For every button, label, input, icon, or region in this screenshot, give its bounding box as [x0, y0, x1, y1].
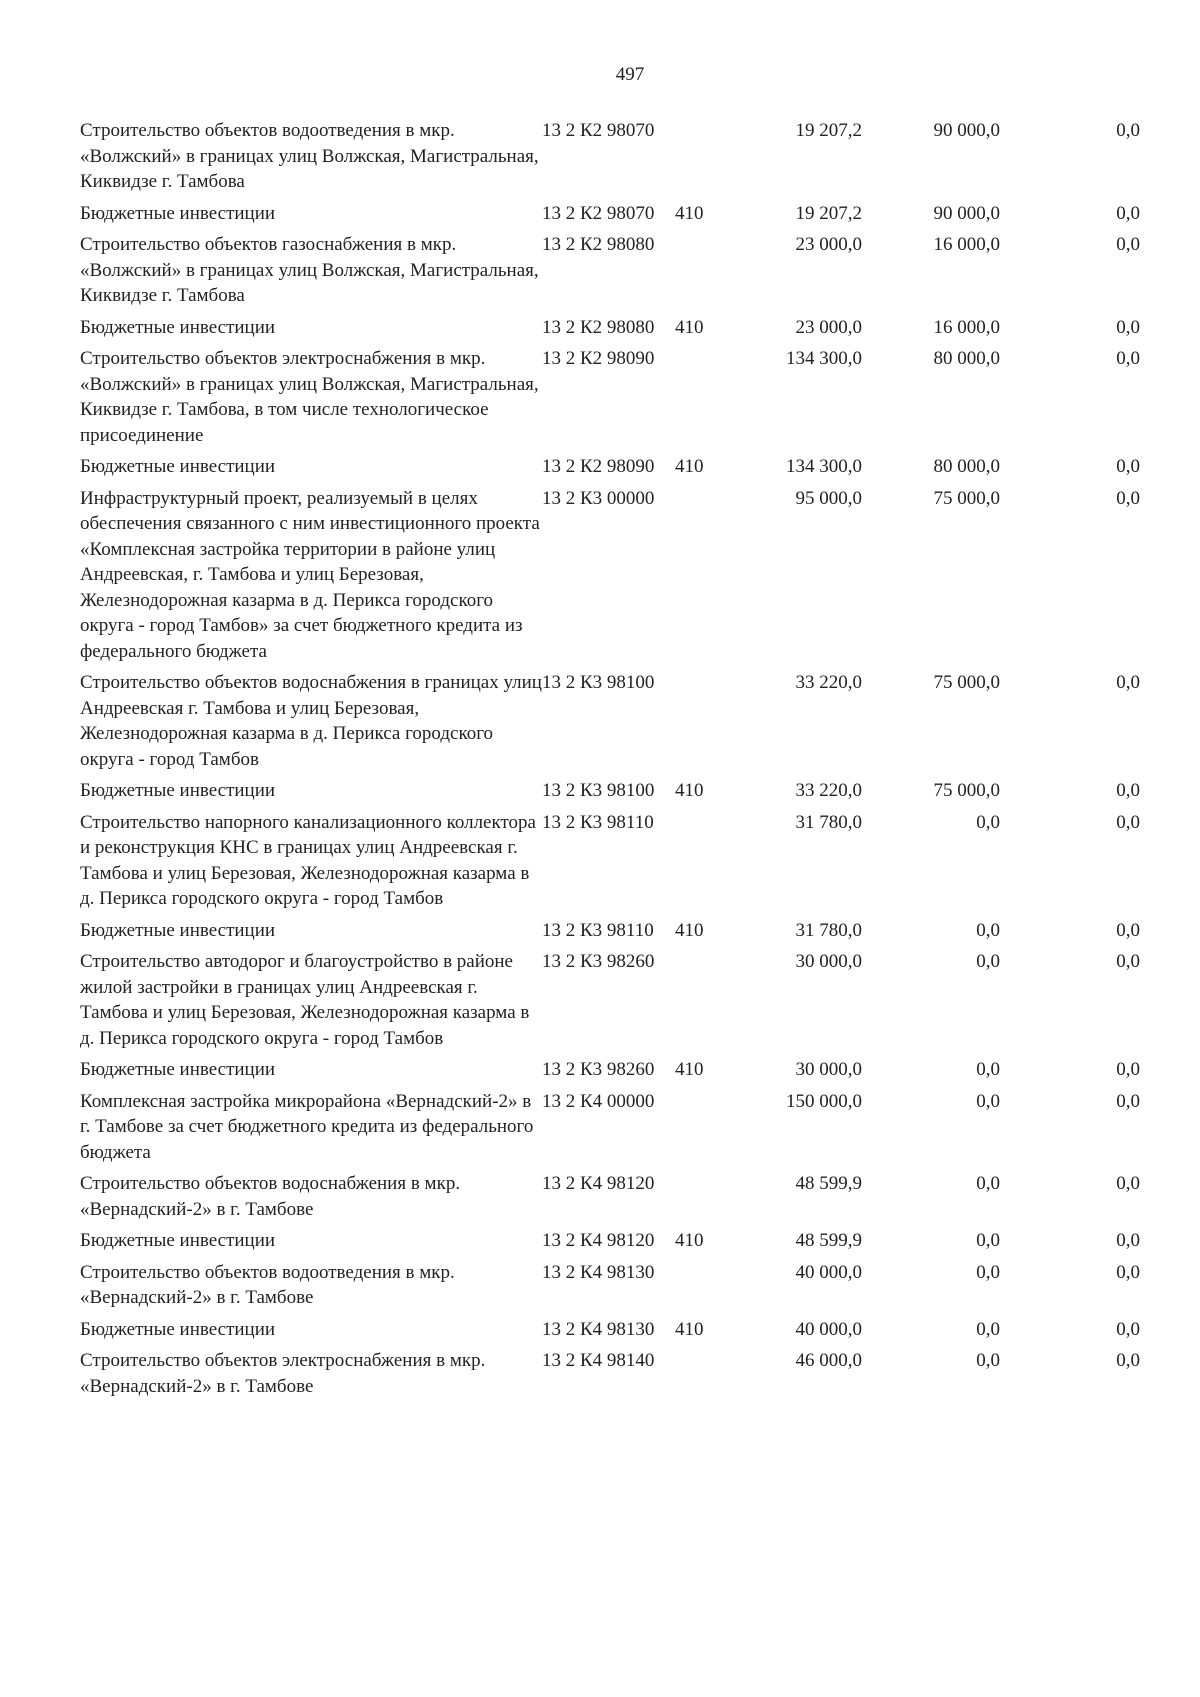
row-code: 13 2 К3 98110 — [542, 919, 654, 941]
row-code: 13 2 К2 98070 — [542, 120, 655, 141]
row-code: 13 2 К4 98130 — [542, 1261, 655, 1283]
row-name: Строительство объектов водоснабжения в мкр. «Вернадский-2» в г. Тамбове — [80, 1173, 461, 1220]
table-row — [80, 918, 1140, 950]
row-amount-2: 75 000,0 — [933, 672, 1000, 693]
row-amount-3: 0,0 — [1116, 951, 1140, 972]
row-amount-2: 75 000,0 — [933, 780, 1000, 801]
row-name: Бюджетные инвестиции — [80, 202, 276, 224]
table-row — [80, 1228, 1140, 1260]
table-row — [80, 201, 1140, 233]
row-amount-2: 0,0 — [976, 1230, 1000, 1251]
row-amount-3: 0,0 — [1116, 1350, 1140, 1371]
row-amount-3: 0,0 — [1116, 919, 1140, 941]
row-name: Строительство объектов водоотведения в мкр. «Вернадский-2» в г. Тамбове — [80, 1261, 455, 1308]
table-row — [80, 670, 1140, 778]
row-amount-1: 134 300,0 — [786, 456, 862, 477]
row-amount-1: 40 000,0 — [795, 1318, 862, 1340]
row-amount-1: 31 780,0 — [795, 919, 862, 941]
row-amount-3: 0,0 — [1116, 1173, 1140, 1194]
row-name: Строительство напорного канализационного коллектора и реконструкция КНС в границах улиц Андреевская г. Тамбова и улиц Березовая, Железнодорожная казарма в д. Перикса городского округа - город Тамбов — [80, 811, 536, 909]
table-row — [80, 486, 1140, 671]
row-amount-2: 80 000,0 — [933, 348, 1000, 369]
row-name: Инфраструктурный проект, реализуемый в целях обеспечения связанного с ним инвестиционного проекта «Комплексная застройка территории в районе улиц Андреевская, г. Тамбова и улиц Березовая, Железнодорожная казарма в д. Перикса городского округа - город Тамбов» за счет бюджетного кредита из федерального бюджета — [80, 487, 540, 662]
row-code: 13 2 К2 98070 — [542, 202, 655, 224]
row-code: 13 2 К3 98260 — [542, 1059, 655, 1080]
row-name: Бюджетные инвестиции — [80, 456, 276, 477]
row-amount-3: 0,0 — [1116, 234, 1140, 255]
row-code: 13 2 К2 98090 — [542, 456, 655, 477]
row-code: 13 2 К3 98100 — [542, 672, 655, 693]
row-amount-3: 0,0 — [1116, 456, 1140, 477]
row-amount-2: 0,0 — [976, 919, 1000, 941]
row-amount-3: 0,0 — [1116, 487, 1140, 509]
row-amount-3: 0,0 — [1116, 672, 1140, 693]
row-name: Бюджетные инвестиции — [80, 1230, 276, 1251]
row-expense-type — [675, 1171, 715, 1228]
table-row — [80, 1171, 1140, 1228]
row-amount-1: 23 000,0 — [795, 316, 862, 338]
row-amount-1: 19 207,2 — [795, 202, 862, 224]
row-expense-type: 410 — [675, 202, 704, 224]
row-code: 13 2 К3 98260 — [542, 951, 655, 972]
row-name: Бюджетные инвестиции — [80, 1059, 276, 1080]
row-amount-2: 16 000,0 — [933, 234, 1000, 255]
row-code: 13 2 К3 98110 — [542, 811, 654, 833]
row-amount-3: 0,0 — [1116, 811, 1140, 833]
table-row — [80, 1089, 1140, 1172]
row-amount-2: 0,0 — [976, 951, 1000, 972]
row-amount-2: 0,0 — [976, 1059, 1000, 1080]
row-amount-1: 48 599,9 — [795, 1230, 862, 1251]
table-row — [80, 1057, 1140, 1089]
row-expense-type: 410 — [675, 1059, 704, 1080]
row-amount-3: 0,0 — [1116, 120, 1140, 141]
row-expense-type: 410 — [675, 780, 704, 801]
row-amount-2: 0,0 — [976, 1318, 1000, 1340]
row-amount-2: 90 000,0 — [933, 202, 1000, 224]
row-amount-2: 0,0 — [976, 1173, 1000, 1194]
row-expense-type: 410 — [675, 316, 704, 338]
row-amount-2: 0,0 — [976, 1261, 1000, 1283]
row-code: 13 2 К4 98120 — [542, 1173, 655, 1194]
row-expense-type — [675, 810, 715, 918]
row-amount-3: 0,0 — [1116, 780, 1140, 801]
row-amount-1: 48 599,9 — [795, 1173, 862, 1194]
row-amount-2: 16 000,0 — [933, 316, 1000, 338]
table-row — [80, 232, 1140, 315]
row-amount-3: 0,0 — [1116, 1261, 1140, 1283]
row-amount-1: 33 220,0 — [795, 672, 862, 693]
row-amount-3: 0,0 — [1116, 1059, 1140, 1080]
row-name: Строительство объектов электроснабжения в мкр. «Вернадский-2» в г. Тамбове — [80, 1350, 486, 1397]
row-expense-type: 410 — [675, 1318, 704, 1340]
row-expense-type — [675, 1260, 715, 1317]
row-expense-type — [675, 1089, 715, 1172]
row-code: 13 2 К3 98100 — [542, 780, 655, 801]
table-row — [80, 118, 1140, 201]
row-expense-type — [675, 118, 715, 201]
row-name: Строительство объектов электроснабжения в мкр. «Волжский» в границах улиц Волжская, Магистральная, Киквидзе г. Тамбова, в том числе технологическое присоединение — [80, 348, 539, 446]
row-amount-3: 0,0 — [1116, 316, 1140, 338]
row-name: Строительство объектов газоснабжения в мкр. «Волжский» в границах улиц Волжская, Магистральная, Киквидзе г. Тамбова — [80, 234, 539, 306]
row-amount-1: 40 000,0 — [795, 1261, 862, 1283]
row-code: 13 2 К4 98140 — [542, 1350, 655, 1371]
row-name: Бюджетные инвестиции — [80, 1318, 276, 1340]
row-expense-type — [675, 1348, 715, 1405]
row-amount-2: 80 000,0 — [933, 456, 1000, 477]
row-amount-3: 0,0 — [1116, 202, 1140, 224]
table-row — [80, 949, 1140, 1057]
row-expense-type — [675, 232, 715, 315]
row-amount-1: 150 000,0 — [786, 1090, 862, 1112]
row-code: 13 2 К4 98130 — [542, 1318, 655, 1340]
row-expense-type: 410 — [675, 1230, 704, 1251]
row-amount-1: 134 300,0 — [786, 348, 862, 369]
row-amount-2: 0,0 — [976, 811, 1000, 833]
table-row — [80, 1260, 1140, 1317]
row-amount-2: 75 000,0 — [933, 487, 1000, 509]
row-amount-2: 90 000,0 — [933, 120, 1000, 141]
row-code: 13 2 К3 00000 — [542, 487, 655, 509]
row-amount-1: 30 000,0 — [795, 1059, 862, 1080]
row-amount-3: 0,0 — [1116, 348, 1140, 369]
row-code: 13 2 К2 98090 — [542, 348, 655, 369]
row-amount-3: 0,0 — [1116, 1090, 1140, 1112]
row-expense-type — [675, 346, 715, 454]
row-code: 13 2 К2 98080 — [542, 316, 655, 338]
row-expense-type — [675, 486, 715, 671]
row-amount-1: 33 220,0 — [795, 780, 862, 801]
page-number: 497 — [615, 64, 645, 85]
table-row — [80, 454, 1140, 486]
row-amount-3: 0,0 — [1116, 1230, 1140, 1251]
row-expense-type: 410 — [675, 456, 704, 477]
table-row — [80, 315, 1140, 347]
row-name: Строительство автодорог и благоустройство в районе жилой застройки в границах улиц Андреевская г. Тамбова и улиц Березовая, Железнодорожная казарма в д. Перикса городского округа - город Тамбов — [80, 951, 530, 1049]
row-amount-1: 30 000,0 — [795, 951, 862, 972]
table-row — [80, 1317, 1140, 1349]
budget-table-body — [80, 118, 1140, 1405]
row-name: Бюджетные инвестиции — [80, 780, 276, 801]
table-row — [80, 1348, 1140, 1405]
table-row — [80, 778, 1140, 810]
row-name: Строительство объектов водоснабжения в границах улиц Андреевская г. Тамбова и улиц Березовая, Железнодорожная казарма в д. Перикса городского округа - город Тамбов — [80, 672, 542, 770]
row-expense-type: 410 — [675, 919, 704, 941]
row-name: Комплексная застройка микрорайона «Вернадский-2» в г. Тамбове за счет бюджетного кредита из федерального бюджета — [80, 1090, 534, 1163]
row-expense-type — [675, 949, 715, 1057]
row-code: 13 2 К4 00000 — [542, 1090, 655, 1112]
row-amount-3: 0,0 — [1116, 1318, 1140, 1340]
row-code: 13 2 К2 98080 — [542, 234, 655, 255]
row-amount-1: 31 780,0 — [795, 811, 862, 833]
row-code: 13 2 К4 98120 — [542, 1230, 655, 1251]
table-row — [80, 346, 1140, 454]
row-expense-type — [675, 670, 715, 778]
row-amount-1: 46 000,0 — [795, 1350, 862, 1371]
row-amount-2: 0,0 — [976, 1090, 1000, 1112]
row-amount-1: 95 000,0 — [795, 487, 862, 509]
row-name: Бюджетные инвестиции — [80, 919, 276, 941]
table-row — [80, 810, 1140, 918]
row-amount-2: 0,0 — [976, 1350, 1000, 1371]
row-name: Строительство объектов водоотведения в мкр. «Волжский» в границах улиц Волжская, Магистральная, Киквидзе г. Тамбова — [80, 120, 539, 192]
row-name: Бюджетные инвестиции — [80, 316, 276, 338]
row-amount-1: 19 207,2 — [795, 120, 862, 141]
budget-table — [80, 118, 1140, 1405]
row-amount-1: 23 000,0 — [795, 234, 862, 255]
